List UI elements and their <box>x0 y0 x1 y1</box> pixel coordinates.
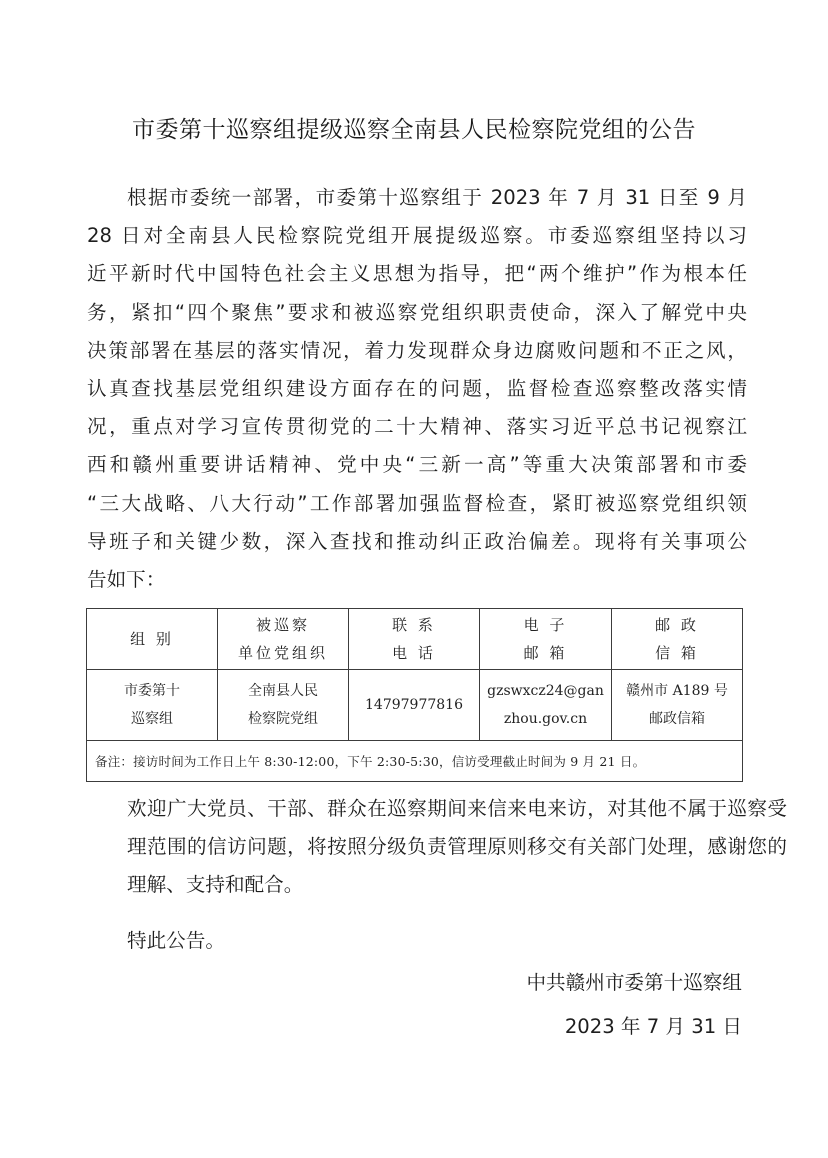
intro-line: 告如下： <box>87 568 166 592</box>
cell-postal-box: 赣州市 A189 号 邮政信箱 <box>612 670 743 741</box>
cell-group: 市委第十 巡察组 <box>87 670 218 741</box>
table-note-row <box>87 741 743 782</box>
cell-email: gzswxcz24@gan zhou.gov.cn <box>480 670 612 741</box>
signature-date: 2023 年 7 月 31 日 <box>564 1015 742 1038</box>
intro-line: 认真查找基层党组织建设方面存在的问题，监督检查巡察整改落实情 <box>87 377 747 401</box>
header-email: 电 子 邮 箱 <box>480 609 612 670</box>
cell-phone: 14797977816 <box>349 670 480 741</box>
header-postal-box: 邮 政 信 箱 <box>612 609 743 670</box>
intro-paragraph <box>87 179 747 599</box>
contact-info-table <box>86 608 743 782</box>
intro-line: 28 日对全南县人民检察院党组开展提级巡察。市委巡察组坚持以习 <box>87 224 747 248</box>
header-phone: 联 系 电 话 <box>349 609 480 670</box>
table-row <box>87 670 743 741</box>
intro-line: 导班子和关键少数，深入查找和推动纠正政治偏差。现将有关事项公 <box>87 529 747 553</box>
signature-organization: 中共赣州市委第十巡察组 <box>526 971 742 994</box>
table-note: 备注：接访时间为工作日上午 8:30-12:00，下午 2:30-5:30，信访受理截止时间为 9 月 21 日。 <box>87 741 743 782</box>
intro-line: 决策部署在基层的落实情况，着力发现群众身边腐败问题和不正之风， <box>87 338 747 362</box>
table-header-row <box>87 609 743 670</box>
header-inspected-org: 被巡察 单位党组织 <box>218 609 349 670</box>
intro-line: 西和赣州重要讲话精神、党中央“三新一高”等重大决策部署和市委 <box>87 453 747 477</box>
intro-line: 根据市委统一部署，市委第十巡察组于 2023 年 7 月 31 日至 9 月 <box>127 186 747 209</box>
intro-line: 务，紧扣“四个聚焦”要求和被巡察党组织职责使命，深入了解党中央 <box>87 300 747 324</box>
intro-line: 况，重点对学习宣传贯彻党的二十大精神、落实习近平总书记视察江 <box>87 415 747 439</box>
notice-title: 市委第十巡察组提级巡察全南县人民检察院党组的公告 <box>132 117 696 143</box>
header-group: 组 别 <box>87 609 218 670</box>
intro-line: “三大战略、八大行动”工作部署加强监督检查，紧盯被巡察党组织领 <box>87 491 747 515</box>
cell-inspected-org: 全南县人民 检察院党组 <box>218 670 349 741</box>
closing-line: 特此公告。 <box>127 929 225 952</box>
intro-line: 近平新时代中国特色社会主义思想为指导，把“两个维护”作为根本任 <box>87 262 747 286</box>
closing-paragraph: 欢迎广大党员、干部、群众在巡察期间来信来电来访，对其他不属于巡察受理范围的信访问题，将按照分级负责管理原则移交有关部门处理，感谢您的理解、支持和配合。 <box>127 797 787 897</box>
